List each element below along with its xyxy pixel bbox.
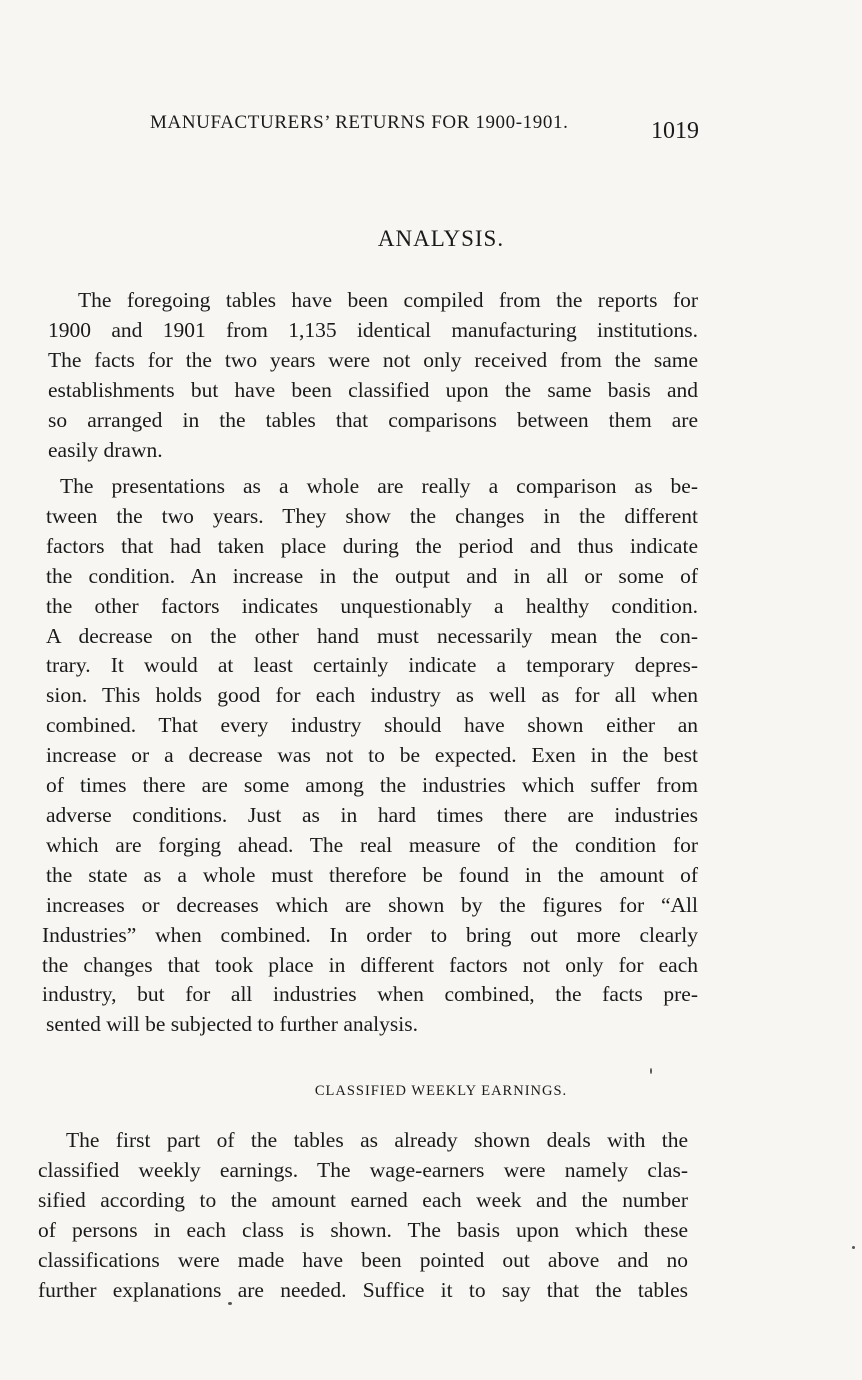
text-line: establishments but have been classified upon the same basis and [48, 377, 698, 402]
text-line: 1900 and 1901 from 1,135 identical manufacturing institutions. [48, 317, 698, 342]
text-line: of times there are some among the industries which suffer from [46, 773, 698, 798]
text-line: The facts for the two years were not only received from the same [48, 347, 698, 372]
text-line: so arranged in the tables that comparisons between them are [48, 407, 698, 432]
text-line: sented will be subjected to further analysis. [46, 1012, 418, 1037]
text-line: the state as a whole must therefore be found in the amount of [46, 862, 698, 887]
text-line: which are forging ahead. The real measure of the condition for [46, 832, 698, 857]
text-line: increases or decreases which are shown by the figures for “All [46, 892, 698, 917]
text-line: further explanations are needed. Suffice it to say that the tables [38, 1277, 688, 1302]
subsection-title: CLASSIFIED WEEKLY EARNINGS. [314, 1083, 568, 1099]
text-line: factors that had taken place during the period and thus indicate [46, 533, 698, 558]
text-line: A decrease on the other hand must necessarily mean the con- [46, 623, 698, 648]
text-line: Industries” when combined. In order to bring out more clearly [42, 922, 698, 947]
text-line: combined. That every industry should have shown either an [46, 713, 698, 738]
text-line: the changes that took place in different factors not only for each [42, 952, 698, 977]
paragraph-2 [42, 472, 698, 1040]
text-line: sion. This holds good for each industry as well as for all when [46, 683, 698, 708]
print-speck [852, 1246, 855, 1249]
text-line: easily drawn. [48, 437, 163, 462]
text-line: The presentations as a whole are really a comparison as be- [60, 474, 698, 498]
text-line: tween the two years. They show the changes in the different [46, 503, 698, 528]
text-line: trary. It would at least certainly indicate a temporary depres- [46, 653, 698, 678]
section-title: ANALYSIS. [377, 226, 505, 251]
running-head: MANUFACTURERS’ RETURNS FOR 1900-1901. [150, 112, 569, 133]
text-line: adverse conditions. Just as in hard times there are industries [46, 802, 698, 827]
print-speck [228, 1302, 232, 1305]
print-speck [650, 1068, 652, 1074]
paragraph-1 [42, 286, 698, 465]
text-line: classifications were made have been pointed out above and no [38, 1247, 688, 1272]
text-line: The first part of the tables as already shown deals with the [66, 1128, 688, 1152]
text-line: the other factors indicates unquestionably a healthy condition. [46, 593, 698, 618]
text-line: industry, but for all industries when combined, the facts pre- [42, 982, 698, 1007]
text-line: The foregoing tables have been compiled from the reports for [78, 288, 698, 312]
text-line: the condition. An increase in the output and in all or some of [46, 563, 698, 588]
paragraph-3 [38, 1126, 688, 1305]
text-line: sified according to the amount earned each week and the number [38, 1187, 688, 1212]
text-line: classified weekly earnings. The wage-earners were namely clas- [38, 1157, 688, 1182]
text-line: of persons in each class is shown. The basis upon which these [38, 1217, 688, 1242]
page-number: 1019 [651, 118, 699, 144]
text-line: increase or a decrease was not to be expected. Exen in the best [46, 743, 698, 768]
